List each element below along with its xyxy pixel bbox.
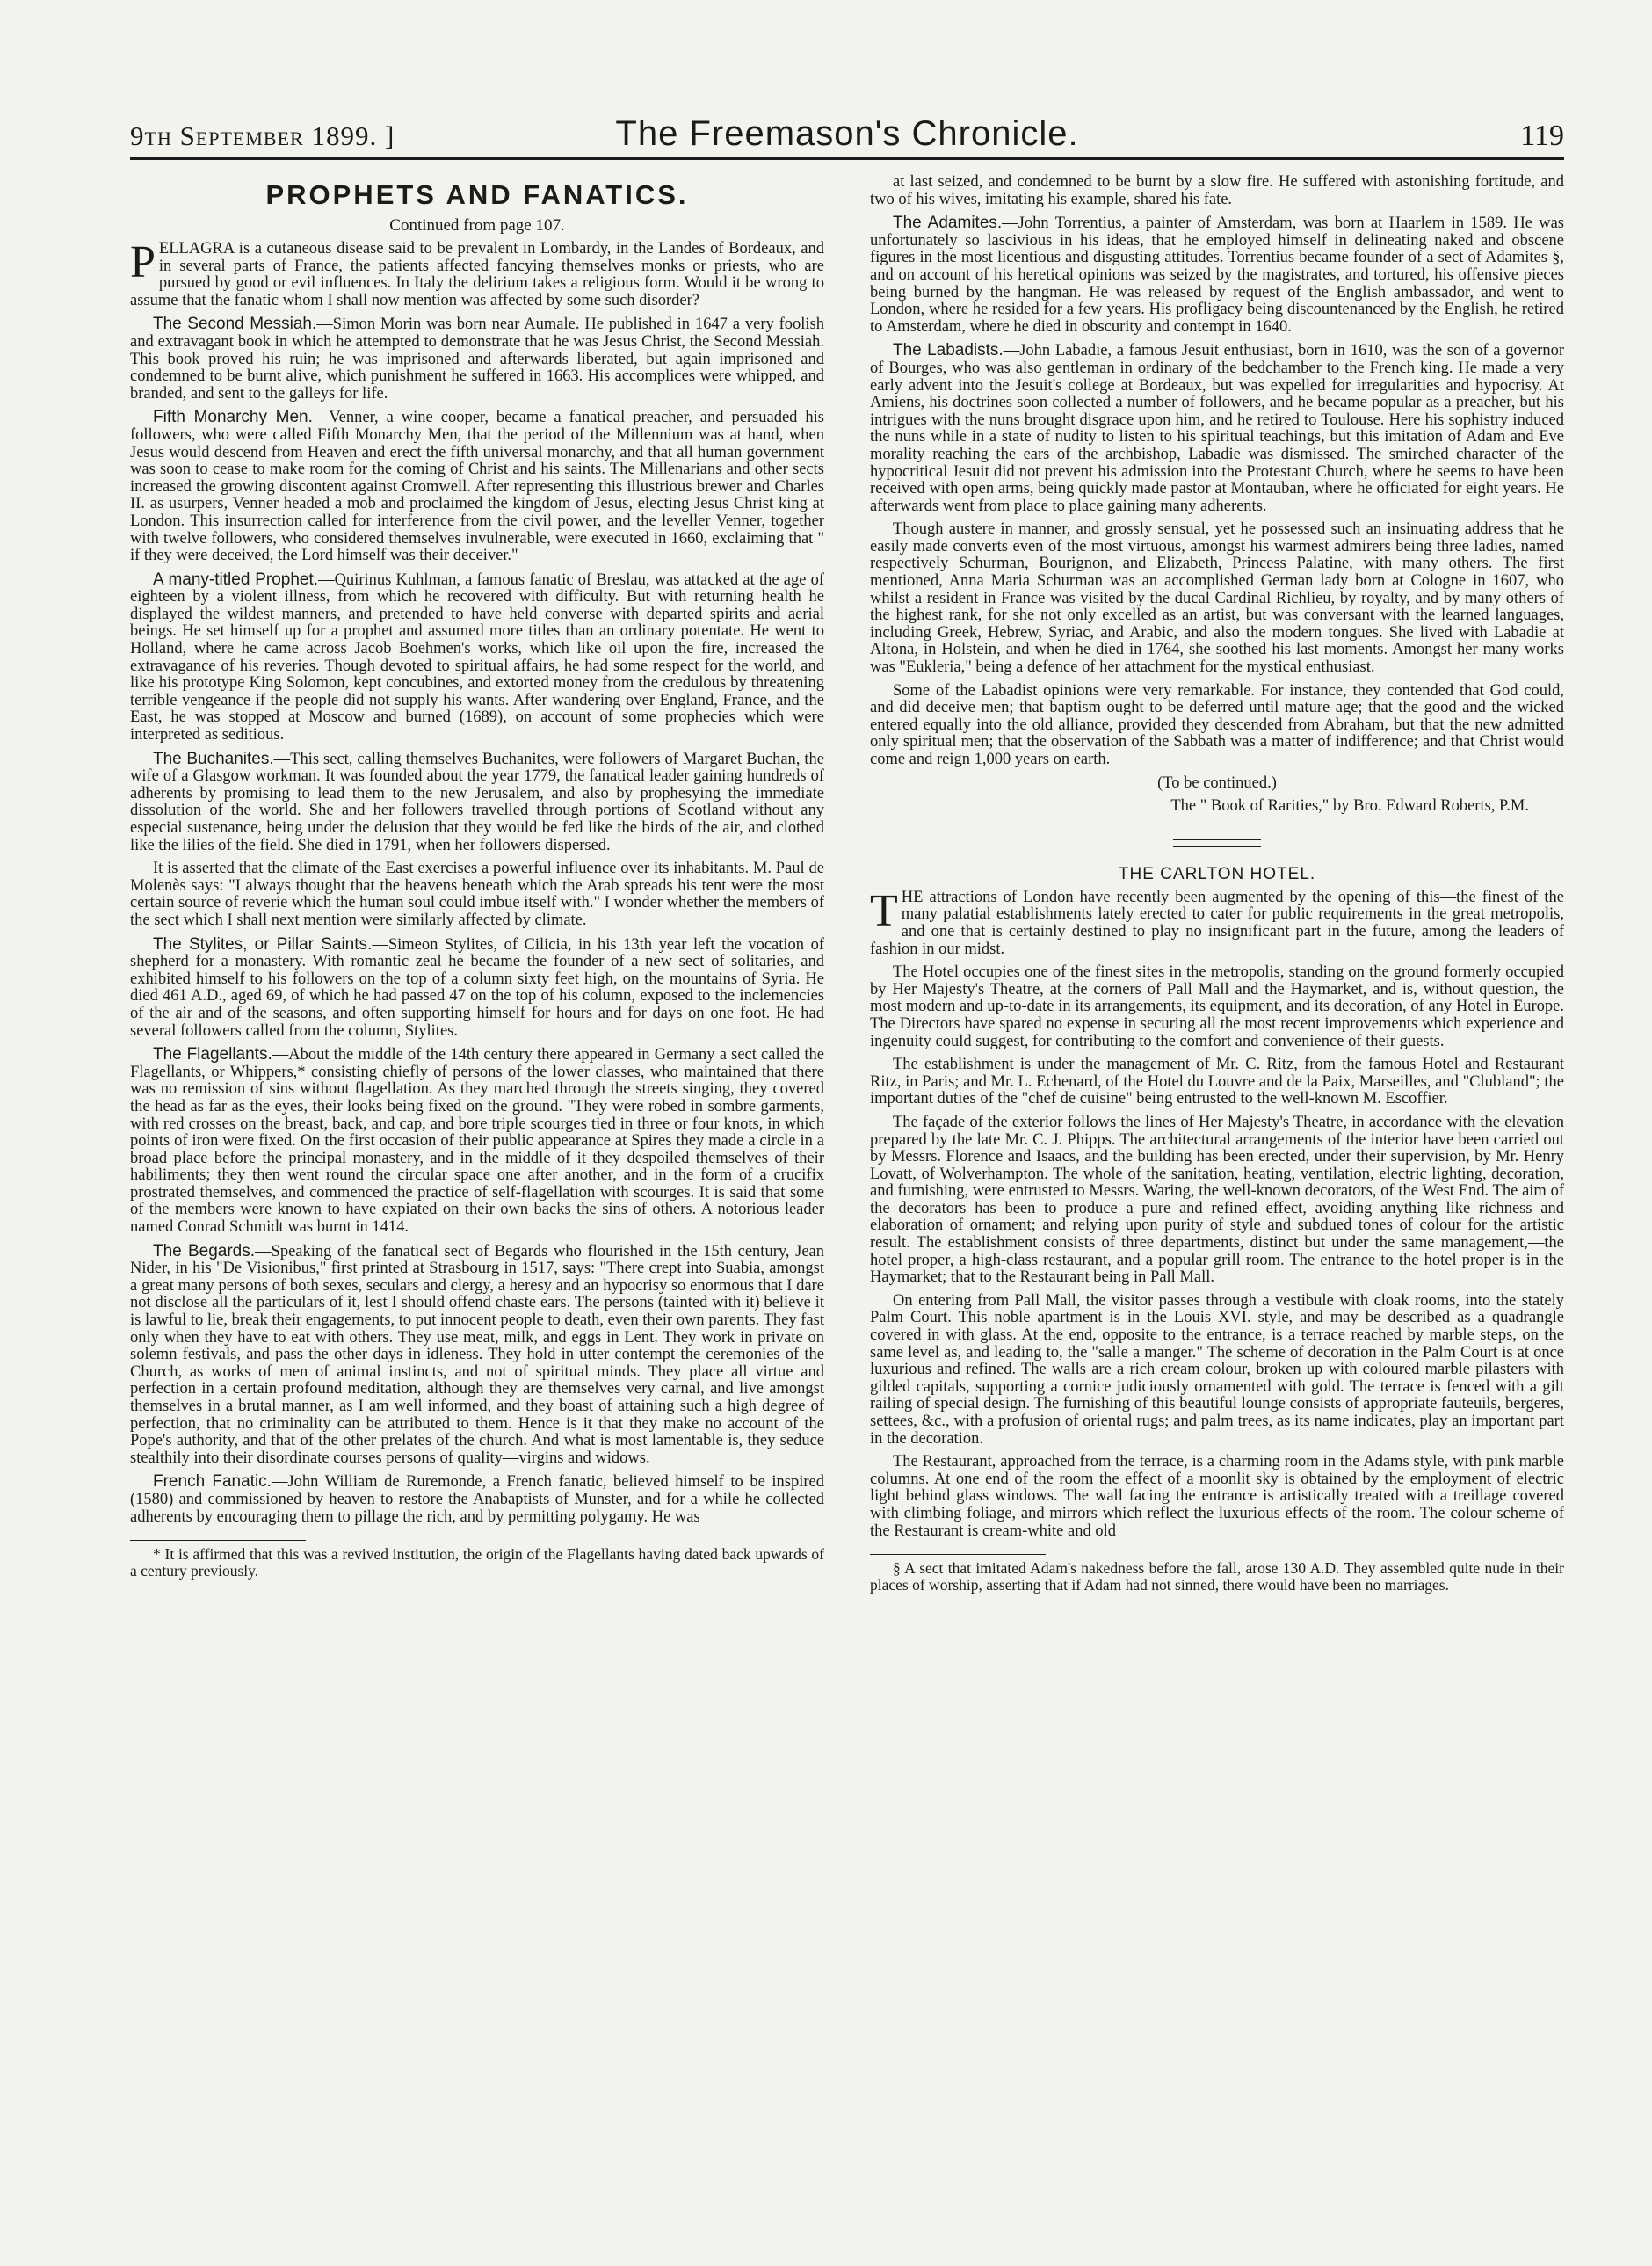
drop-cap: P [130,237,156,287]
paragraph-text: —John Torrentius, a painter of Amsterdam, was born at Haarlem in 1589. He was unfortunately so lascivious in his ideas, that he employed himself in delineating naked and obscene figures in the most licentious and disgusting attitudes. Torrentius became founder of a sect of Adamites §, and on account of his heretical opinions was seized by the magistrates, and tortured, his offensive pieces being burned by the hangman. He was released by request of the English ambassador, and went to London, where he resided for a few years. His profligacy being discountenanced by the English, he retired to Amsterdam, where he died in obscurity and contempt in 1640. [870,214,1564,336]
article-title-carlton: THE CARLTON HOTEL. [1118,864,1316,883]
paragraph [130,861,824,929]
paragraph [870,174,1564,208]
columns [130,174,1564,2266]
footnote-rule [870,1554,1046,1555]
paragraph [870,214,1564,336]
paragraph [130,316,824,403]
paragraph [130,1243,824,1468]
run-in-heading: The Labadists. [893,341,1004,360]
paragraph-text: —About the middle of the 14th century there appeared in Germany a sect called the Flagellants, or Whippers,* consisting chiefly of persons of the lower classes, who maintained that there was no remission of sins without flagellation. As they marched through the streets singing, they covered the head as far as the eyes, their looks being fixed on the ground. "They were robed in sombre garments, with red crosses on the breast, back, and cap, and bore triple scourges tied in three or four knots, in which points of iron were fixed. On the first occasion of their public appearance at Spires they made a circle in a broad place before the principal monastery, and in the middle of it they despoiled themselves of their habiliments; they then went round the circular space one after another, and in the form of a crucifix prostrated themselves, and commenced the practice of self-flagellation with scourges. It is said that some of the members were known to have expiated on their own backs the sins of others. A notorious leader named Conrad Schmidt was burnt in 1414. [130,1046,824,1237]
footnote-text: § A sect that imitated Adam's nakedness before the fall, arose 130 A.D. They assembled quite nude in their places of worship, asserting that if Adam had not sinned, there would have been no marriages. [870,1559,1564,1594]
run-in-heading: The Buchanites. [153,749,274,768]
paragraph [870,683,1564,769]
newspaper-title: The Freemason's Chronicle. [615,114,1079,153]
article-title-prophets: PROPHETS AND FANATICS. [265,179,689,210]
run-in-heading: Fifth Monarchy Men. [153,408,313,427]
paragraph-text: It is asserted that the climate of the East exercises a powerful influence over its inhabitants. M. Paul de Molenès says: "I always thought that the heavens beneath which the Arab spreads his tent were the most certain source of reverie which the human soul could imbue itself with." I wonder whether the members of the sect which I shall next mention were similarly affected by climate. [130,860,824,929]
carlton-intro [870,885,1564,958]
right-column [870,174,1564,2266]
paragraph [130,936,824,1041]
footnote-left [130,1546,824,1579]
left-column [130,174,824,2266]
paragraph [130,751,824,855]
footnote-rule [130,1540,306,1541]
paragraph: The establishment is under the management of Mr. C. Ritz, from the famous Hotel and Restaurant Ritz, in Paris; and Mr. L. Echenard, of the Hotel du Louvre and de la Paix, Marseilles, and "Clubland"; the important duties of the "chef de cuisine" being entrusted to the well-known M. Escoffier. [870,1056,1564,1108]
page-number: 119 [1520,120,1564,152]
paragraph-text: —Simeon Stylites, of Cilicia, in his 13th year left the vocation of shepherd for a monastery. With romantic zeal he became the founder of a new sect of solitaries, and exhibited himself to his followers on the top of a column sixty feet high, on the mountains of Syria. He died 461 A.D., aged 69, of which he had passed 47 on the top of his column, exposed to the inclemencies of the air and of the seasons, and often supporting himself for hours and for days on one foot. He had several followers called from the column, Stylites. [130,935,824,1040]
intro-paragraph [130,237,824,309]
paragraph-text: Though austere in manner, and grossly sensual, yet he possessed such an insinuating address that he easily made converts even of the most virtuous, amongst his warmest admirers being three ladies, named respectively Schurman, Bourignon, and Elizabeth, Princess Palatine, with many others. The first mentioned, Anna Maria Schurman was an accomplished German lady born at Cologne in 1607, who whilst a resident in France was visited by the ducal Cardinal Richlieu, by royalty, and by many others of the highest rank, for she not only excelled as an artist, but was conversant with the learned languages, including Greek, Hebrew, Syriac, and Arabic, and also the modern tongues. She lived with Labadie at Altona, in Holstein, and when he died in 1764, she soothed his last moments. Amongst her many works was "Eukleria," being a defence of her attachment for the mystical enthusiast. [870,520,1564,677]
paragraph-text: —Venner, a wine cooper, became a fanatical preacher, and persuaded his followers, who were called Fifth Monarchy Men, that the period of the Millennium was at hand, when Jesus would descend from Heaven and erect the fifth universal monarchy, and that all human government was soon to cease to make room for the coming of Christ and his saints. The Millenarians and other sects increased the growing discontent against Cromwell. After representing this illustrious brewer and Charles II. as usurpers, Venner headed a mob and proclaimed the kingdom of Jesus, electing Jesus Christ king at London. This insurrection called for interference from the civil power, and the leveller Venner, together with twelve followers, who considered themselves invulnerable, were executed in 1660, exclaiming that " if they were deceived, the Lord himself was their deceiver." [130,409,824,565]
paragraph [130,1046,824,1237]
paragraph-text: —This sect, calling themselves Buchanites, were followers of Margaret Buchan, the wife of a Glasgow workman. It was founded about the year 1779, the fanatical leader gaining hundreds of adherents by promising to lead them to the new Jerusalem, and also by prophesying the immediate dissolution of the world. She and her followers travelled through portions of Scotland without any especial sustenance, being under the delusion that they would be fed like the birds of the air, and clothed like the lilies of the field. She died in 1791, when her followers dispersed. [130,750,824,854]
footnote-right [870,1560,1564,1593]
run-in-heading: The Begards. [153,1241,256,1260]
left-sections [130,316,824,1526]
run-in-heading: The Second Messiah. [153,315,317,334]
run-in-heading: The Adamites. [893,214,1003,233]
carlton-paragraphs [870,964,1564,1540]
intro-text: ELLAGRA is a cutaneous disease said to be prevalent in Lombardy, in the Landes of Bordeaux, and in several parts of France, the patients affected fancying themselves monks or priests, who are pursued by good or evil influences. In Italy the delirium takes a religious form. Would it be wrong to assume that the fanatic whom I shall now mention was affected by some such disorder? [130,240,824,309]
footnote-text: * It is affirmed that this was a revived institution, the origin of the Flagellants having dated back upwards of a century previously. [130,1545,824,1580]
paragraph [870,521,1564,676]
masthead [130,114,1564,160]
carlton-intro-text: HE attractions of London have recently been augmented by the opening of this—the finest of the many palatial establishments lately erected to cater for public requirements in the great metropolis, and one that is certainly destined to play no insignificant part in the future, among the leaders of fashion in our midst. [870,888,1564,958]
paragraph-text: —Quirinus Kuhlman, a famous fanatic of Breslau, was attacked at the age of eighteen by a violent illness, from which he recovered with difficulty. But with returning health he displayed the wildest manners, and pretended to have held converse with departed spirits and aerial beings. He set himself up for a prophet and assumed more titles than an ordinary potentate. He went to Holland, where he came across Jacob Boehmen's works, which like oil upon the fire, increased the extravagance of his reveries. Though devoted to spiritual affairs, he had some respect for the world, and like his prototype King Solomon, kept concubines, and extorted money from the credulous by threatening terrible vengeance if the people did not supply his wants. After wandering over England, France, and the East, he was stopped at Moscow and burned (1689), on account of some prophecies which were interpreted as seditious. [130,570,824,744]
drop-cap: T [870,885,898,936]
continued-note: Continued from page 107. [389,216,565,235]
paragraph [870,342,1564,515]
run-in-heading: A many-titled Prophet. [153,570,319,589]
run-in-heading: The Flagellants. [153,1045,272,1064]
paragraph: On entering from Pall Mall, the visitor passes through a vestibule with cloak rooms, into the stately Palm Court. This noble apartment is in the Louis XVI. style, and may be described as a quadrangle covered in with glass. At the end, opposite to the entrance, is a terrace reached by marble steps, on the same level as, and leading to, the "salle a manger." The scheme of decoration in the Palm Court is at once luxurious and refined. The walls are a rich cream colour, broken up with coloured marble pilasters with gilded capitals, supporting a cornice judiciously ornamented with gold. The terrace is fenced with a gilt railing of special design. The furnishing of this beautiful lounge consists of appropriate fauteuils, bergeres, settees, &c., with a profusion of oriental rugs; and palm trees, as its name indicates, play an important part in the decoration. [870,1291,1564,1448]
paragraph-text: at last seized, and condemned to be burnt by a slow fire. He suffered with astonishing fortitude, and two of his wives, imitating his example, shared his fate. [870,174,1564,208]
paragraph-text: —Simon Morin was born near Aumale. He published in 1647 a very foolish and extravagant book in which he attempted to demonstrate that he was Jesus Christ, the Second Messiah. This book proved his ruin; he was imprisoned and afterwards liberated, but again imprisoned and condemned to be burnt alive, which punishment he suffered in 1663. His accomplices were whipped, and branded, and sent to the galleys for life. [130,316,824,403]
paragraph-text: Some of the Labadist opinions were very remarkable. For instance, they contended that God could, and did deceive men; that baptism ought to be deferred until mature age; that the good and the wicked entered equally into the old alliance, provided they descended from Abraham, but that the new admitted only spiritual men; that the observation of the Sabbath was a matter of indifference; and that Christ would come and reign 1,000 years on earth. [870,681,1564,768]
paragraph [130,571,824,744]
paragraph [130,409,824,564]
paragraph-text: —John William de Ruremonde, a French fanatic, believed himself to be inspired (1580) and commissioned by heaven to restore the Anabaptists of Munster, and for a while he collected adherents by encouraging them to pillage the rich, and by permitting polygamy. He was [130,1473,824,1526]
paragraph: The façade of the exterior follows the lines of Her Majesty's Theatre, in accordance with the elevation prepared by the late Mr. C. J. Phipps. The architectural arrangements of the interior have been carried out by Messrs. Florence and Isaacs, and the building has been erected, under their supervision, by Mr. Henry Lovatt, of Wolverhampton. The whole of the sanitation, heating, ventilation, electric lighting, decoration, and furnishing, were entrusted to Messrs. Waring, the well-known decorators, of the West End. The aim of the decorators has been to produce a pure and refined effect, avoiding anything like richness and elaboration of ornament; and relying upon purity of style and subdued tones of colour for the artistic result. The establishment consists of three departments, distinct but under the same management,—the hotel proper, a high-class restaurant, and a popular grill room. The entrance to the hotel proper is in the Haymarket; that to the Restaurant being in Pall Mall. [870,1113,1564,1287]
run-in-heading: The Stylites, or Pillar Saints. [153,934,373,954]
paragraph: The Hotel occupies one of the finest sites in the metropolis, standing on the ground formerly occupied by Her Majesty's Theatre, at the corners of Pall Mall and the Haymarket, and is, without question, the most modern and up-to-date in its arrangements, its equipment, and its decoration, of any Hotel in Europe. The Directors have spared no expense in securing all the most recent improvements which experience and ingenuity could suggest, for contributing to the comfort and convenience of their guests. [870,963,1564,1050]
article-credit: The " Book of Rarities," by Bro. Edward Roberts, P.M. [1170,797,1529,816]
paragraph-text: —John Labadie, a famous Jesuit enthusiast, born in 1610, was the son of a governor of Bourges, who was also gentleman in ordinary of the bedchamber to the French king. He made a very early advent into the Jesuit's college at Bordeaux, but was expelled for irregularities and hypocrisy. At Amiens, his doctrines soon collected a number of followers, and he became popular as a preacher, but his intrigues with the nuns brought disgrace upon him, and he retired to Toulouse. Here his sophistry induced the nuns while in a state of nudity to listen to his spiritual teachings, but this imitation of Adam and Eve morality reaching the ears of the archbishop, Labadie was dismissed. The smirched character of the hypocritical Jesuit did not prevent his admission into the Protestant Church, where he seems to have been received with open arms, being quickly made pastor at Montauban, where he officiated for eight years. He afterwards went from place to place gaining many adherents. [870,342,1564,515]
run-in-heading: French Fanatic. [153,1472,272,1492]
paragraph-text: —Speaking of the fanatical sect of Begards who flourished in the 15th century, Jean Nider, in his "De Visionibus," first printed at Strasbourg in 1517, says: "There crept into Suabia, amongst a great many persons of both sexes, seculars and clergy, a heresy and an hypocrisy so enormous that I dare not disclose all the particulars of it, lest I should offend chaste ears. The persons (tainted with it) believe it is lawful to lie, break their engagements, to put innocent people to death, even their own parents. They fast only when they have to eat with others. They use meat, milk, and eggs in Lent. They work in private on solemn festivals, and pass the other days in idleness. They hold in utter contempt the ceremonies of the Church, as works of men of animal instincts, and not of spiritual minds. They place all virtue and perfection in a certain profound meditation, although they are themselves very carnal, and live amongst themselves in a brutal manner, as I am well informed, and they boast of attaining such a high degree of perfection, that no criminality can be attributed to them. Hence is it that they make no account of the Pope's authority, and that of the other prelates of the church. And what is most lamentable is, they seduce stealthily into their disordinate courses persons of quality—virgins and widows. [130,1242,824,1467]
issue-date: 9th September 1899. ] [130,120,395,151]
paragraph [130,1473,824,1526]
to-be-continued: (To be continued.) [1157,773,1277,792]
paragraph: The Restaurant, approached from the terrace, is a charming room in the Adams style, with pink marble columns. At one end of the room the effect of a moonlit sky is obtained by the employment of electric light behind glass windows. The wall facing the entrance is artistically treated with a treillage covered with climbing foliage, and mirrors which reflect the luxurious effects of the room. The colour scheme of the Restaurant is cream-white and old [870,1453,1564,1540]
section-divider [1173,839,1261,847]
right-paragraphs [870,174,1564,769]
